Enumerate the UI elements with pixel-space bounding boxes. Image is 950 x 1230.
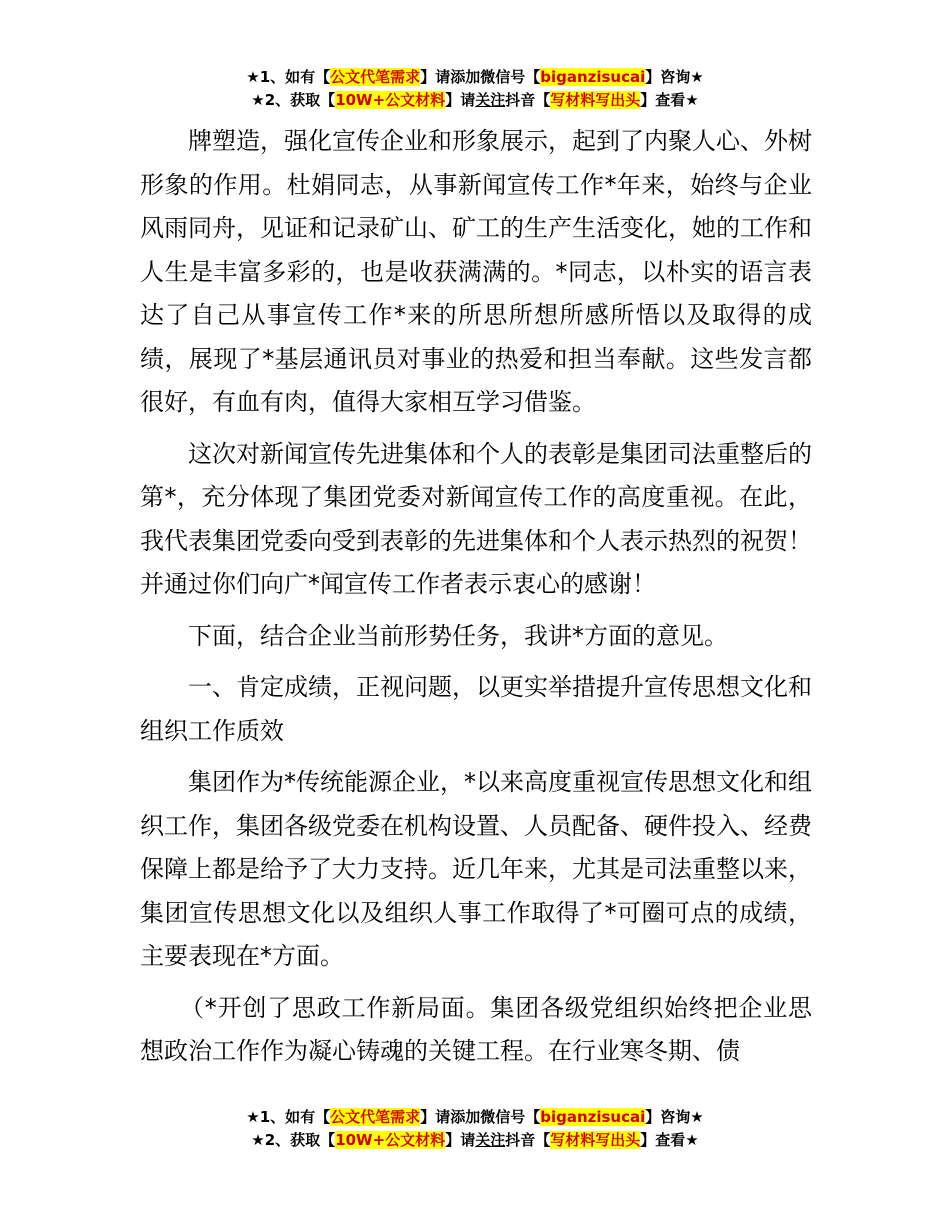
footer-line-1-prefix: ★1、如有【 [246, 1108, 331, 1126]
paragraph-ideological-work: （*开创了思政工作新局面。集团各级党组织始终把企业思想政治工作作为凝心铸魂的关键工程。在行业寒冬期、债 [140, 993, 812, 1065]
paragraph-intro: 下面，结合企业当前形势任务，我讲*方面的意见。 [188, 621, 728, 650]
banner-line-1-prefix: ★1、如有【 [246, 68, 331, 86]
paragraph-achievements: 集团作为*传统能源企业，*以来高度重视宣传思想文化和组织工作，集团各级党委在机构设置、人员配备、硬件投入、经费保障上都是给予了大力支持。近几年来，尤其是司法重整以来，集团宣传思想文化以及组织人事工作取得了*可圈可点的成绩，主要表现在*方面。 [140, 768, 812, 970]
header-banner [0, 66, 950, 112]
document-body [140, 120, 812, 1074]
banner-highlight-materials: 10W+公文材料 [335, 91, 446, 109]
banner-line-1 [0, 66, 950, 89]
banner-line-2 [0, 89, 950, 112]
section-heading-1: 一、肯定成绩，正视问题，以更实举措提升宣传思想文化和组织工作质效 [140, 673, 812, 745]
banner-line-1-middle: 】请添加微信号【 [420, 68, 541, 86]
footer-highlight-wechat-id: biganzisucai [540, 1108, 646, 1126]
footer-highlight-materials: 10W+公文材料 [335, 1131, 446, 1149]
footer-line-2-middle-a: 】请 [445, 1131, 476, 1149]
footer-line-1-middle: 】请添加微信号【 [420, 1108, 541, 1126]
banner-line-2-middle-b: 抖音【 [505, 91, 551, 109]
paragraph-continuation: 牌塑造，强化宣传企业和形象展示，起到了内聚人心、外树形象的作用。杜娟同志，从事新闻宣传工作*年来，始终与企业风雨同舟，见证和记录矿山、矿工的生产生活变化，她的工作和人生是丰富多彩的，也是收获满满的。*同志，以朴实的语言表达了自己从事宣传工作*来的所思所想所感所悟以及取得的成绩，展现了*基层通讯员对事业的热爱和担当奉献。这些发言都很好，有血有肉，值得大家相互学习借鉴。 [140, 127, 812, 416]
footer-banner-line-1 [0, 1106, 950, 1129]
banner-line-2-suffix: 】查看★ [640, 91, 699, 109]
paragraph-commendation: 这次对新闻宣传先进集体和个人的表彰是集团司法重整后的第*，充分体现了集团党委对新闻宣传工作的高度重视。在此，我代表集团党委向受到表彰的先进集体和个人表示热烈的祝贺！并通过你们向广*闻宣传工作者表示衷心的感谢！ [140, 439, 812, 598]
banner-line-2-prefix: ★2、获取【 [251, 91, 336, 109]
banner-highlight-service: 公文代笔需求 [330, 68, 421, 86]
footer-line-2-prefix: ★2、获取【 [251, 1131, 336, 1149]
banner-line-2-middle-a: 】请 [445, 91, 476, 109]
footer-line-2-middle-b: 抖音【 [505, 1131, 551, 1149]
footer-line-1-suffix: 】咨询★ [645, 1108, 704, 1126]
banner-underlined-follow: 关注 [475, 91, 506, 109]
banner-highlight-wechat-id: biganzisucai [540, 68, 646, 86]
banner-line-1-suffix: 】咨询★ [645, 68, 704, 86]
banner-highlight-account: 写材料写出头 [550, 91, 641, 109]
footer-underlined-follow: 关注 [475, 1131, 506, 1149]
footer-highlight-account: 写材料写出头 [550, 1131, 641, 1149]
footer-banner [0, 1106, 950, 1152]
footer-line-2-suffix: 】查看★ [640, 1131, 699, 1149]
footer-highlight-service: 公文代笔需求 [330, 1108, 421, 1126]
footer-banner-line-2 [0, 1129, 950, 1152]
